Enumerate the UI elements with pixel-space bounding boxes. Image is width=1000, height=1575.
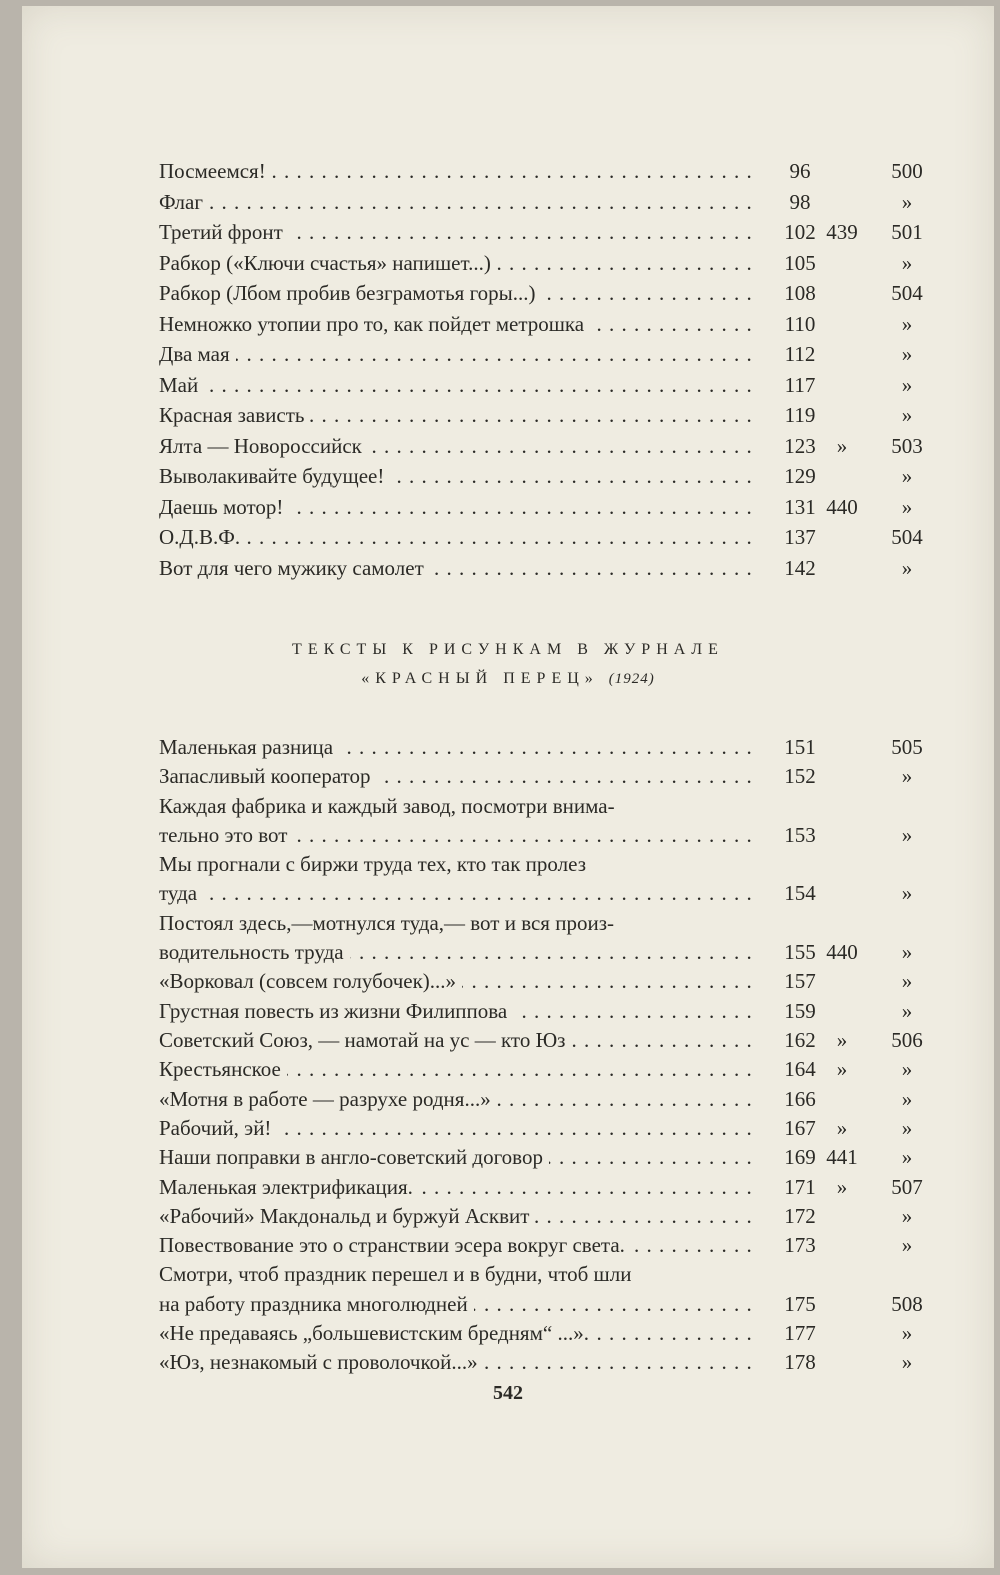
toc-entry-notes-page: »	[901, 822, 913, 847]
toc-entry-title-continued-text: водительность труда	[159, 940, 350, 964]
toc-entry-notes-page: »	[901, 1145, 913, 1170]
toc-entry-page: 159	[784, 998, 816, 1023]
toc-entry-notes-page: »	[901, 555, 913, 580]
toc-entry-title	[159, 849, 759, 879]
toc-entry-title	[159, 1084, 759, 1114]
toc-entry-title-text: Рабкор (Лбом пробив безграмотья горы...)	[159, 281, 542, 305]
toc-entry-title	[159, 522, 759, 552]
toc-entry-title-text: «Ворковал (совсем голубочек)...»	[159, 969, 462, 993]
toc-entry-variant-page	[812, 309, 872, 339]
toc-entry-page: 98	[789, 189, 811, 214]
toc-entry-title-text: Мы прогнали с биржи труда тех, кто так пролез	[159, 852, 592, 876]
toc-entry-notes-page: 508	[891, 1291, 923, 1316]
toc-entry-page: 162	[784, 1028, 816, 1052]
toc-entry-title	[159, 1025, 759, 1055]
toc-entry-page: 108	[784, 281, 816, 305]
toc-entry-title	[159, 400, 759, 430]
toc-entry-title	[159, 1347, 759, 1377]
toc-entry-page: 102	[784, 220, 816, 244]
toc-entry-title-text: Смотри, чтоб праздник перешел и в будни, чтоб шли	[159, 1262, 637, 1286]
toc-entry-title-text: Рабкор («Ключи счастья» напишет...)	[159, 251, 497, 275]
toc-entry-page: 155	[784, 940, 816, 965]
toc-entry-title	[159, 966, 759, 996]
toc-entry-title-text: Красная зависть	[159, 403, 310, 427]
toc-entry-notes-page: »	[901, 764, 913, 789]
toc-entry-variant-page: »	[836, 1115, 848, 1140]
toc-entry-notes-page: 501	[891, 220, 923, 244]
toc-entry-page: 172	[784, 1203, 816, 1228]
toc-entry-page: 96	[789, 159, 811, 183]
toc-entry-notes-page: »	[901, 1086, 913, 1111]
toc-entry-variant-page	[812, 248, 872, 278]
toc-entry-notes-page: »	[901, 342, 913, 366]
toc-entry-page: 153	[784, 822, 816, 847]
toc-entry-title	[159, 278, 759, 308]
toc-entry-notes-page: »	[901, 1233, 913, 1258]
toc-entry-title-text: Выволакивайте будущее!	[159, 464, 390, 488]
toc-entry-page: 142	[784, 555, 816, 580]
toc-entry-title	[159, 1113, 759, 1143]
toc-entry-notes-page: »	[901, 311, 913, 336]
toc-entry-notes-page: »	[901, 372, 913, 397]
toc-entry-notes-page: 504	[891, 281, 923, 305]
toc-entry-title-text: Флаг	[159, 190, 209, 214]
toc-entry-title-text: Вот для чего мужику самолет	[159, 556, 430, 580]
toc-entry-notes-page: »	[901, 881, 913, 906]
section-heading	[22, 641, 994, 659]
toc-entry-variant-page	[812, 878, 872, 908]
toc-entry-title	[159, 461, 759, 491]
toc-entry-page: 169	[784, 1145, 816, 1170]
toc-entry-title-text: «Не предаваясь „большевистским бредням“ ...».	[159, 1321, 595, 1345]
toc-entry-title-text: Май	[159, 373, 204, 397]
toc-entry-title	[159, 248, 759, 278]
toc-entry-title-text: Повествование это о странствии эсера вокруг света.	[159, 1233, 631, 1257]
toc-entry-title-text: Ялта — Новороссийск	[159, 434, 368, 458]
toc-entry-title-text: Запасливый кооператор	[159, 764, 377, 788]
page-number: 542	[493, 1382, 523, 1404]
toc-entry-title-continued-text: тельно это вот	[159, 823, 293, 847]
toc-entry-variant-page: »	[836, 433, 848, 458]
toc-entry-title-text: «Юз, незнакомый с проволочкой...»	[159, 1350, 484, 1374]
toc-entry-variant-page: »	[836, 1028, 848, 1052]
toc-entry-page: 112	[784, 342, 816, 366]
toc-entry-title-continued	[159, 878, 759, 908]
section-heading-line2: «КРАСНЫЙ ПЕРЕЦ»	[361, 670, 599, 687]
toc-entry-title-text: Наши поправки в англо-советский договор	[159, 1145, 549, 1169]
toc-entry-page: 129	[784, 464, 816, 488]
toc-entry-variant-page	[812, 1084, 872, 1114]
section-heading-line1: ТЕКСТЫ К РИСУНКАМ В ЖУРНАЛЕ	[292, 641, 724, 658]
toc-entry-variant-page	[812, 1347, 872, 1377]
toc-entry-notes-page: »	[901, 1203, 913, 1228]
toc-entry-notes-page: »	[901, 1321, 913, 1345]
toc-entry-variant-page	[812, 370, 872, 400]
toc-entry-notes-page: »	[901, 1350, 913, 1375]
toc-entry-title	[159, 1230, 759, 1260]
toc-entry-page: 119	[784, 403, 816, 427]
toc-entry-variant-page: »	[836, 1057, 848, 1082]
toc-entry-notes-page: »	[901, 940, 913, 965]
toc-entry-notes-page: 507	[891, 1174, 923, 1199]
toc-entry-page: 175	[784, 1291, 816, 1316]
toc-entry-title-text: Немножко утопии про то, как пойдет метрошка	[159, 312, 590, 336]
toc-entry-title-text: Маленькая электрификация.	[159, 1175, 419, 1199]
table-of-contents	[22, 6, 994, 1568]
toc-entry-notes-page: »	[901, 403, 913, 427]
toc-entry-title-continued-text: туда	[159, 881, 203, 905]
toc-entry-variant-page	[812, 522, 872, 552]
toc-entry-page: 117	[784, 372, 816, 397]
toc-entry-title-continued-text: на работу праздника многолюдней	[159, 1292, 474, 1316]
toc-entry-variant-page: »	[836, 1174, 848, 1199]
toc-entry-title-text: Рабочий, эй!	[159, 1116, 277, 1140]
toc-entry-variant-page: 441	[826, 1145, 858, 1170]
toc-entry-variant-page: 439	[826, 220, 858, 244]
toc-entry-variant-page	[812, 1201, 872, 1231]
toc-entry-variant-page	[812, 156, 872, 186]
toc-entry-notes-page: 503	[891, 433, 923, 458]
toc-entry-title-text: «Рабочий» Макдональд и буржуй Асквит	[159, 1204, 535, 1228]
toc-entry-page: 166	[784, 1086, 816, 1111]
toc-entry-notes-page: »	[901, 464, 913, 488]
toc-entry-page: 178	[784, 1350, 816, 1375]
toc-entry-title-text: Советский Союз, — намотай на ус — кто Юз	[159, 1028, 571, 1052]
toc-entry-page: 164	[784, 1057, 816, 1082]
toc-entry-variant-page: 440	[826, 494, 858, 519]
toc-entry-notes-page: 500	[891, 159, 923, 183]
toc-entry-variant-page	[812, 339, 872, 369]
toc-entry-title-text: О.Д.В.Ф.	[159, 525, 246, 549]
toc-entry-title	[159, 1142, 759, 1172]
toc-entry-variant-page	[812, 1318, 872, 1348]
toc-entry-title-text: Крестьянское	[159, 1057, 287, 1081]
toc-entry-title-text: Постоял здесь,—мотнулся туда,— вот и вся произ-	[159, 911, 620, 935]
toc-entry-title	[159, 732, 759, 762]
toc-entry-title	[159, 431, 759, 461]
toc-entry-notes-page: »	[901, 1115, 913, 1140]
toc-entry-page: 167	[784, 1115, 816, 1140]
toc-entry-title-text: Даешь мотор!	[159, 495, 289, 519]
toc-entry-title	[159, 1201, 759, 1231]
toc-entry-title	[159, 908, 759, 938]
toc-entry-page: 151	[784, 735, 816, 759]
toc-entry-page: 123	[784, 433, 816, 458]
toc-entry-notes-page: »	[901, 969, 913, 994]
toc-entry-notes-page: »	[901, 189, 913, 214]
toc-entry-page: 177	[784, 1321, 816, 1345]
toc-entry-variant-page	[812, 1230, 872, 1260]
toc-entry-variant-page	[812, 761, 872, 791]
toc-entry-variant-page	[812, 732, 872, 762]
toc-entry-page: 137	[784, 525, 816, 549]
toc-entry-variant-page	[812, 278, 872, 308]
toc-entry-title-text: «Мотня в работе — разрухе родня...»	[159, 1087, 497, 1111]
toc-entry-title	[159, 761, 759, 791]
toc-entry-title	[159, 370, 759, 400]
toc-entry-notes-page: 505	[891, 735, 923, 759]
toc-entry-title	[159, 1172, 759, 1202]
toc-entry-title-text: Маленькая разница	[159, 735, 339, 759]
toc-entry-title	[159, 217, 759, 247]
toc-entry-variant-page	[812, 996, 872, 1026]
toc-entry-notes-page: 504	[891, 525, 923, 549]
toc-entry-title-continued	[159, 820, 759, 850]
toc-entry-variant-page	[812, 400, 872, 430]
toc-entry-page: 171	[784, 1174, 816, 1199]
toc-entry-page: 157	[784, 969, 816, 994]
toc-entry-notes-page: »	[901, 250, 913, 275]
toc-entry-title	[159, 309, 759, 339]
toc-entry-notes-page: »	[901, 998, 913, 1023]
toc-entry-variant-page	[812, 966, 872, 996]
toc-entry-notes-page: 506	[891, 1028, 923, 1052]
toc-entry-page: 110	[784, 311, 816, 336]
toc-entry-title	[159, 553, 759, 583]
toc-entry-title-text: Третий фронт	[159, 220, 289, 244]
toc-entry-title	[159, 492, 759, 522]
toc-entry-variant-page	[812, 187, 872, 217]
toc-entry-variant-page	[812, 820, 872, 850]
section-heading-journal	[22, 670, 994, 688]
toc-entry-page: 152	[784, 764, 816, 789]
toc-entry-title-text: Каждая фабрика и каждый завод, посмотри внима-	[159, 794, 621, 818]
toc-entry-title-text: Посмеемся!	[159, 159, 272, 183]
toc-entry-title	[159, 187, 759, 217]
toc-entry-title-text: Грустная повесть из жизни Филиппова	[159, 999, 513, 1023]
toc-entry-title-continued	[159, 937, 759, 967]
toc-entry-variant-page: 440	[826, 940, 858, 965]
toc-entry-page: 173	[784, 1233, 816, 1258]
toc-entry-notes-page: »	[901, 1057, 913, 1082]
toc-entry-title	[159, 996, 759, 1026]
toc-entry-page: 131	[784, 494, 816, 519]
book-page	[22, 6, 994, 1568]
toc-entry-notes-page: »	[901, 494, 913, 519]
toc-entry-title	[159, 1054, 759, 1084]
toc-entry-variant-page	[812, 461, 872, 491]
toc-entry-title	[159, 339, 759, 369]
section-heading-year: (1924)	[608, 671, 655, 687]
toc-entry-variant-page	[812, 553, 872, 583]
toc-entry-title	[159, 791, 759, 821]
toc-entry-title	[159, 1318, 759, 1348]
toc-entry-title	[159, 1259, 759, 1289]
toc-entry-title-text: Два мая	[159, 342, 236, 366]
toc-entry-page: 154	[784, 881, 816, 906]
toc-entry-variant-page	[812, 1289, 872, 1319]
toc-entry-title-continued	[159, 1289, 759, 1319]
toc-entry-title	[159, 156, 759, 186]
toc-entry-page: 105	[784, 250, 816, 275]
